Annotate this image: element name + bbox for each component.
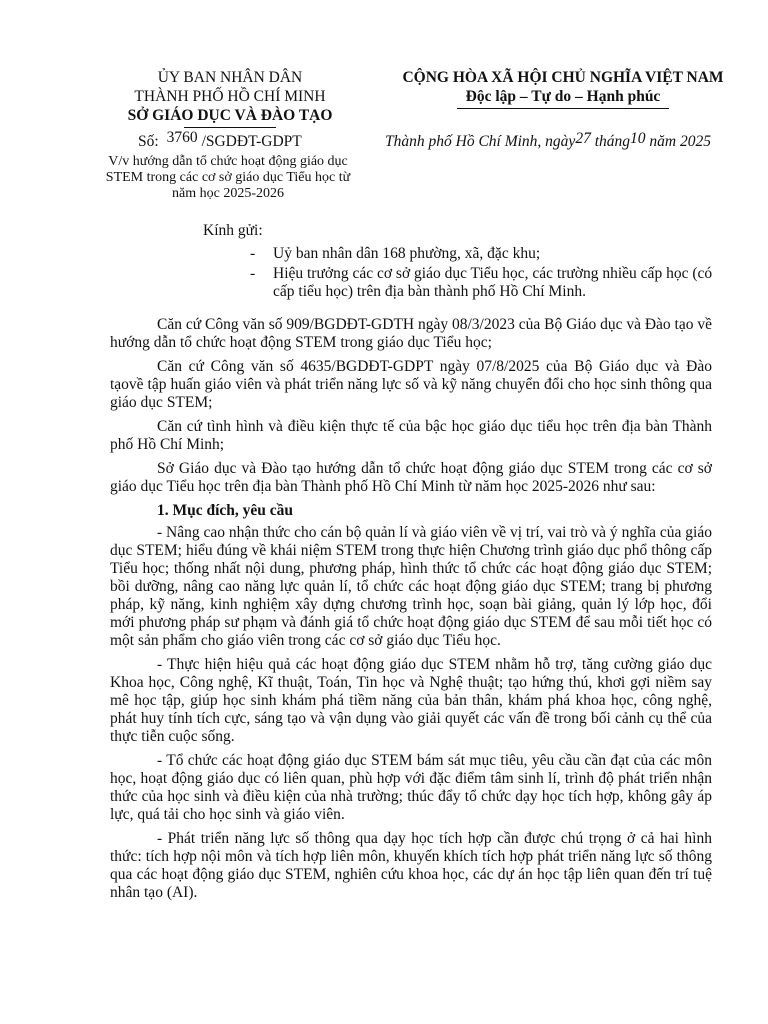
document-body (110, 316, 712, 908)
recipient-dash: - (250, 265, 256, 282)
agency-line-1: ỦY BAN NHÂN DÂN (157, 69, 303, 86)
recipient-text: Uỷ ban nhân dân 168 phường, xã, đặc khu; (273, 245, 541, 262)
motto-line: Độc lập – Tự do – Hạnh phúc (465, 88, 661, 105)
intro-paragraph: Sở Giáo dục và Đào tạo hướng dẫn tổ chức hoạt động giáo dục STEM trong các cơ sở giáo dục Tiểu học trên địa bàn Thành phố Hồ Chí Minh từ năm học 2025-2026 như sau: (110, 460, 712, 495)
national-heading (378, 68, 748, 109)
basis-paragraph: Căn cứ Công văn số 909/BGDĐT-GDTH ngày 08/3/2023 của Bộ Giáo dục và Đào tạo về hướng dẫn tổ chức hoạt động STEM trong giáo dục Tiểu học; (110, 316, 712, 351)
section-1-paragraph: - Thực hiện hiệu quả các hoạt động giáo dục STEM nhằm hỗ trợ, tăng cường giáo dục Khoa học, Công nghệ, Kĩ thuật, Toán, Tin học và Nghệ thuật; tạo hứng thú, khơi gợi niềm say mê học tập, giúp học sinh khám phá tiềm năng của bản thân, khám phá khoa học, công nghệ, phát huy tính tích cực, sáng tạo và vận dụng vào giải quyết các vấn đề trong bối cảnh cụ thể của thực tiễn cuộc sống. (110, 656, 712, 745)
basis-paragraph: Căn cứ Công văn số 4635/BGDĐT-GDPT ngày 07/8/2025 của Bộ Giáo dục và Đào tạovề tập huấn giáo viên và phát triển năng lực số và kỹ năng chuyển đổi cho học sinh thông qua giáo dục STEM; (110, 358, 712, 411)
basis-paragraph: Căn cứ tình hình và điều kiện thực tế của bậc học giáo dục tiểu học trên địa bàn Thành phố Hồ Chí Minh; (110, 418, 712, 453)
doc-no-label: Số: (138, 133, 159, 150)
motto-underline (457, 108, 669, 109)
recipients-label: Kính gửi: (203, 222, 263, 239)
doc-no-suffix: /SGDĐT-GDPT (201, 133, 302, 150)
place-date-prefix: Thành phố Hồ Chí Minh, ngày (385, 133, 576, 150)
section-1-heading: 1. Mục đích, yêu cầu (157, 502, 294, 519)
nation-line: CỘNG HÒA XÃ HỘI CHỦ NGHĨA VIỆT NAM (402, 69, 724, 86)
recipient-text: Hiệu trưởng các cơ sở giáo dục Tiểu học, các trường nhiều cấp học (có cấp tiểu học) trên địa bàn thành phố Hồ Chí Minh. (273, 265, 713, 300)
document-number (138, 129, 302, 151)
agency-line-3: SỞ GIÁO DỤC VÀ ĐÀO TẠO (127, 107, 333, 124)
issuing-agency (96, 68, 364, 128)
place-date (385, 132, 711, 151)
document-subject: V/v hướng dẫn tổ chức hoạt động giáo dục STEM trong các cơ sở giáo dục Tiểu học từ năm học 2025-2026 (105, 154, 351, 201)
agency-line-2: THÀNH PHỐ HỒ CHÍ MINH (134, 88, 326, 105)
date-month-label: tháng (590, 133, 630, 150)
date-month: 10 (630, 130, 646, 147)
date-year: năm 2025 (645, 133, 711, 150)
recipient-dash: - (250, 245, 256, 262)
section-1-paragraph: - Phát triển năng lực số thông qua dạy học tích hợp cần được chú trọng ở cả hai hình thức: tích hợp nội môn và tích hợp liên môn, khuyến khích tích hợp phát triển năng lực số thông qua các hoạt động giáo dục STEM, nghiên cứu khoa học, các dự án học tập liên quan đến trí tuệ nhân tạo (AI). (110, 830, 712, 901)
doc-no-value: 3760 (166, 129, 198, 146)
section-1-paragraph: - Tổ chức các hoạt động giáo dục STEM bám sát mục tiêu, yêu cầu cần đạt của các môn học, hoạt động giáo dục có liên quan, phù hợp với đặc điểm tâm sinh lí, trình độ phát triển nhận thức của học sinh và điều kiện của nhà trường; thúc đẩy tổ chức dạy học tích hợp, không gây áp lực, quá tải cho học sinh và giáo viên. (110, 752, 712, 823)
date-day: 27 (575, 130, 591, 147)
section-1-paragraph: - Nâng cao nhận thức cho cán bộ quản lí và giáo viên về vị trí, vai trò và ý nghĩa của giáo dục STEM; hiểu đúng về khái niệm STEM trong thực hiện Chương trình giáo dục phổ thông cấp Tiểu học; thống nhất nội dung, phương pháp, hình thức tổ chức các hoạt động giáo dục STEM; bồi dưỡng, nâng cao năng lực quản lí, tổ chức các hoạt động giáo dục STEM; trang bị phương pháp, kỹ năng, kinh nghiệm xây dựng chương trình học, soạn bài giảng, quản lý lớp học, đổi mới phương pháp sư phạm và đánh giá tổ chức hoạt động giáo dục STEM để sau mỗi tiết học có một sản phẩm cho giáo viên trong các cơ sở giáo dục Tiểu học. (110, 524, 712, 649)
